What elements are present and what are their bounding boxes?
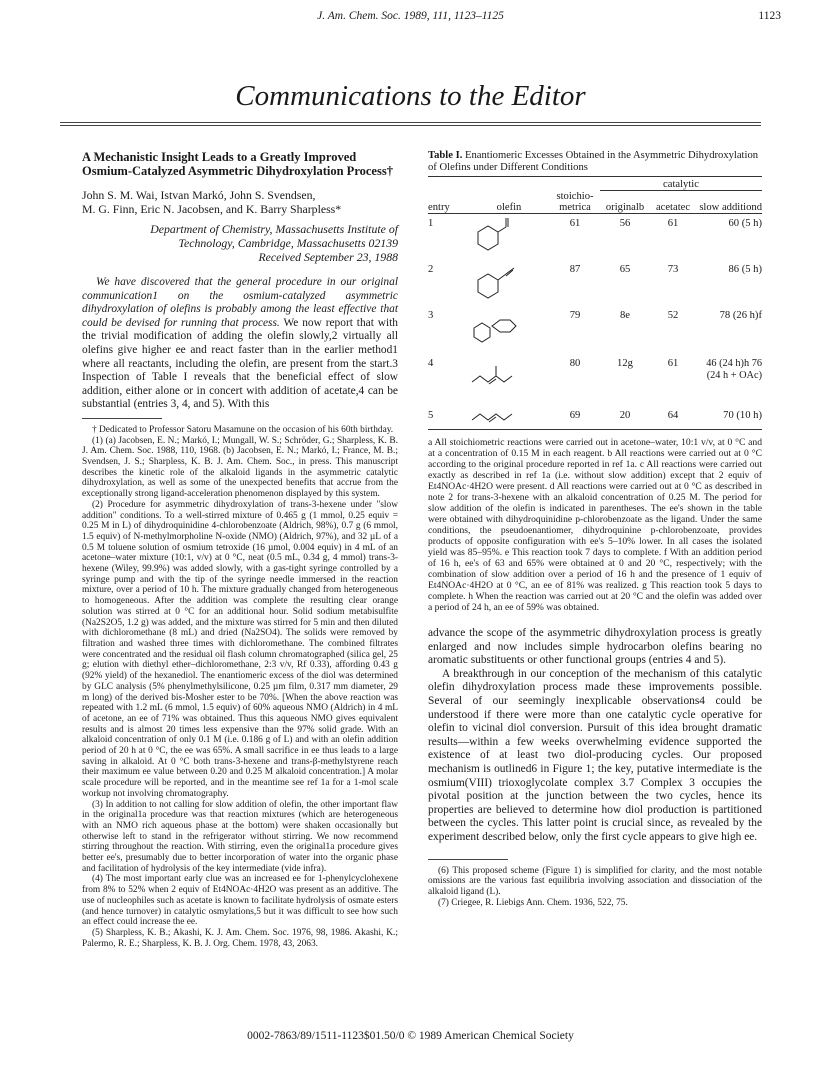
- col-original: originalb: [605, 201, 645, 213]
- olefin-structure-3: [468, 310, 550, 358]
- left-column: [82, 150, 398, 949]
- cell-slow: 70 (10 h): [723, 409, 762, 421]
- affiliation-line-2: Technology, Cambridge, Massachusetts 02139: [178, 236, 398, 250]
- col-slow: slow additiond: [699, 201, 762, 213]
- cell-stoich: 79: [569, 309, 581, 321]
- right-paragraph-2: A breakthrough in our conception of the mechanism of this catalytic olefin dihydroxylation process made these improvements possible. Several of our seemingly inexplicable observations4 could be understood if there were more than one catalytic cycle operative for olefin to vicinal diol conversion. Pursuit of this idea brought dramatic results—within a few weeks overwhelming evidence supported the existence of at least two diol-producing cycles. Our proposed mechanism is outlined6 in Figure 1; the key, putative intermediate is the osmium(VIII) trioxoglycolate complex 3.7 Complex 3 occupies the pivotal position at the junction between the two cycles, hence its properties are believed to determine how diol production is partitioned between the cycles. This latter point is crucial since, as revealed by the experiment described below, only the first cycle appears to give high ee.: [428, 667, 762, 843]
- cell-stoich: 80: [569, 357, 581, 369]
- table-row: [428, 410, 762, 430]
- header-rule-2: [60, 125, 761, 126]
- footnote-3: (3) In addition to not calling for slow addition of olefin, the other important flaw in the original1a procedure was that reaction mixtures (which are heterogeneous with an NMO rich aqueous phase at the bottom) were shaken occasionally but otherwise left to stand in the refrigerator without stirring. We now recommend stirring throughout the reaction. With stirring, even the original1a procedure gives better ee's, presumably due to better incorporation of water into the organic phase and facilitation of hydrolysis of the key intermediate (vide infra).: [82, 799, 398, 874]
- cell-acetate: 61: [667, 217, 679, 229]
- footnote-1: (1) (a) Jacobsen, E. N.; Markó, I.; Mungall, W. S.; Schröder, G.; Sharpless, K. B. J. Am. Chem. Soc. 1988, 110, 1968. (b) Jacobsen, E. N.; Markó, I.; France, M. B.; Svendsen, J. S.; Sharpless, K. B. J. Am. Chem. Soc., in press. This manuscript describes the kinetic role of the alkaloid ligands in the asymmetric catalytic dihydroxylation, as well as some of the unexpected benefits that accrue from the exceptionally strong ligand-acceleration phenomenon displayed by this system.: [82, 435, 398, 500]
- cell-entry: 2: [428, 263, 434, 275]
- cell-stoich: 87: [569, 263, 581, 275]
- footnote-dedication: † Dedicated to Professor Satoru Masamune on the occasion of his 60th birthday.: [92, 424, 394, 435]
- hexene-structure: [468, 410, 528, 424]
- cell-slow: 46 (24 h)h 76 (24 h + OAc): [706, 357, 762, 381]
- right-paragraph-1: advance the scope of the asymmetric dihydroxylation process is greatly enlarged and now includes simple hydrocarbon olefins bearing no aromatic substituents or other functional groups (entries 4 and 5).: [428, 627, 762, 667]
- cell-entry: 3: [428, 309, 434, 321]
- cell-stoich: 69: [569, 409, 581, 421]
- received-date: Received September 23, 1988: [258, 250, 398, 264]
- affiliation-line-1: Department of Chemistry, Massachusetts Institute of: [150, 222, 398, 236]
- cell-original: 56: [619, 217, 631, 229]
- footnote-rule-right: [428, 859, 508, 860]
- running-head: [0, 10, 821, 30]
- olefin-structure-1: [468, 218, 550, 264]
- olefin-structure-4: [468, 358, 550, 410]
- authors-line-1: John S. M. Wai, Istvan Markó, John S. Svendsen,: [82, 188, 316, 202]
- footnote-4: (4) The most important early clue was an increased ee for 1-phenylcyclohexene from 8% to 52% when 2 equiv of Et4NOAc·4H2O was present as an additive. The use of nucleophiles such as acetate is known to facilitate hydrolysis of osmate esters (and hence turnover) in catalytic osmylations,5 but it was difficult to see how such an effect could increase the ee.: [82, 874, 398, 928]
- page-number: 1123: [758, 10, 781, 22]
- cell-entry: 4: [428, 357, 434, 369]
- footnote-5: (5) Sharpless, K. B.; Akashi, K. J. Am. Chem. Soc. 1976, 98, 1986. Akashi, K.; Palermo, R. E.; Sharpless, K. B. J. Org. Chem. 1978, 43, 2063.: [82, 927, 398, 949]
- methylstyrene-structure: [468, 264, 518, 304]
- cell-acetate: 52: [667, 309, 679, 321]
- intro-italic: We have discovered that the general procedure in our original communication1 on the osmium-catalyzed asymmetric dihydroxylation of olefins is probably among the least effective that could be devised for running that process.: [82, 276, 398, 329]
- table-row: [428, 358, 762, 410]
- table-row: [428, 264, 762, 310]
- section-title: Communications to the Editor: [235, 80, 586, 112]
- cell-stoich: 61: [569, 217, 581, 229]
- col-stoich: stoichio-metrica: [556, 190, 594, 213]
- copyright-line: 0002-7863/89/1511-1123$01.50/0 © 1989 American Chemical Society: [247, 1030, 574, 1042]
- col-entry: entry: [428, 201, 450, 213]
- olefin-structure-5: [468, 410, 550, 430]
- phenylcyclohexene-structure: [468, 310, 528, 350]
- table-caption: [428, 150, 762, 174]
- intro-paragraph: [82, 276, 398, 412]
- footnote-2: (2) Procedure for asymmetric dihydroxylation of trans-3-hexene under "slow addition" conditions. To a well-stirred mixture of 0.465 g (1 mmol, 0.25 equiv = 0.25 M in L) of dihydroquinidine 4-chlorobenzoate (Aldrich, 98%), 0.7 g (6 mmol, 1.5 equiv) of N-methylmorpholine N-oxide (NMO) (Aldrich, 97%), and 32 µL of a 0.5 M toluene solution of osmium tetroxide (16 µmol, 0.004 equiv) in 4 mL of an acetone–water mixture (10:1, v/v) at 0 °C, neat (0.5 mL, 0.34 g, 4 mmol) trans-3-hexene (Wiley, 99.9%) was added slowly, with a gas-tight syringe controlled by a syringe pump and with the tip of the syringe needle immersed in the reaction mixture, over a period of 10 h. The mixture gradually changed from heterogeneous to homogeneous. After the addition was complete the resulting clear orange solution was stirred at 0 °C for an additional hour. Solid sodium metabisulfite (Na2S2O5, 1.2 g) was added, and the mixture was stirred for 5 min and then diluted with dichloromethane (8 mL) and dried (Na2SO4). The solids were removed by filtration and washed three times with dichloromethane. The combined filtrates were concentrated and the residual oil flash column chromatographed (silica gel, 25 g; elution with diethyl ether–dichloromethane, 2:3 v/v, Rf 0.33), affording 0.43 g (92% yield) of the hexanediol. The enantiomeric excess of the diol was determined by GLC analysis (5% phenylmethylsilicone, 0.25 µm film, 0.317 mm diameter, 29 m long) of the derived bis-Mosher ester to be 70%. [When the above reaction was repeated with 1.2 mL (6 mmol, 1.5 equiv) of 60% aqueous NMO (Aldrich) in 4 mL of acetone, an ee of 71% was obtained. Thus this aqueous NMO gives equivalent results and is almost 20 times less expensive than the 97% solid grade. With an alkaloid concentration of only 0.1 M (i.e. 0.186 g of L) and with an olefin addition period of 20 h at 0 °C, the ee was 65%. A small sacrifice in ee thus leads to a large saving in alkaloid. At 0 °C both trans-3-hexene and trans-β-methylstyrene reach their maximum ee value between 0.20 and 0.25 M alkaloid concentration.] A molar scale procedure will be reported, and in the meantime see ref 1a for a 1-mol scale workup not involving chromatography.: [82, 499, 398, 799]
- cell-original: 12g: [617, 357, 633, 369]
- cell-slow: 60 (5 h): [728, 217, 762, 229]
- header-rule: [60, 122, 761, 123]
- article-title: A Mechanistic Insight Leads to a Greatly Improved Osmium-Catalyzed Asymmetric Dihydroxylation Process†: [82, 150, 393, 178]
- authors-line-2: M. G. Finn, Eric N. Jacobsen, and K. Barry Sharpless*: [82, 202, 342, 216]
- table-row: [428, 218, 762, 264]
- cell-acetate: 64: [667, 409, 679, 421]
- intro-rest: We now report that with the trivial modification of adding the olefin slowly,2 virtually all olefins give higher ee and react faster than in the earlier method1 where all reactants, including the olefin, are present from the start.3 Inspection of Table I reveals that the beneficial effect of slow addition, either alone or in concert with addition of acetate,4 can be substantial (entries 3, 4, and 5). With this: [82, 316, 398, 411]
- journal-citation: J. Am. Chem. Soc. 1989, 111, 1123–1125: [317, 10, 504, 22]
- right-column: [428, 150, 762, 908]
- table: [428, 176, 762, 431]
- col-olefin: olefin: [496, 201, 522, 213]
- styrene-structure: [468, 218, 518, 258]
- footnotes-left: [82, 425, 398, 949]
- authors: [82, 188, 398, 216]
- olefin-structure-2: [468, 264, 550, 310]
- cell-original: 65: [619, 263, 631, 275]
- trisubstituted-olefin-structure: [468, 358, 528, 398]
- cell-original: 8e: [620, 309, 630, 321]
- table-label: Table I.: [428, 150, 463, 161]
- footnote-7: (7) Criegee, R. Liebigs Ann. Chem. 1936, 522, 75.: [438, 897, 628, 908]
- col-acetate: acetatec: [655, 201, 691, 213]
- cell-slow: 78 (26 h)f: [719, 309, 762, 321]
- cell-slow: 86 (5 h): [728, 263, 762, 275]
- cell-acetate: 73: [667, 263, 679, 275]
- table-caption-text: Enantiomeric Excesses Obtained in the Asymmetric Dihydroxylation of Olefins under Different Conditions: [428, 150, 759, 173]
- affiliation: [82, 222, 398, 264]
- table-notes: a All stoichiometric reactions were carried out in acetone–water, 10:1 v/v, at 0 °C and at a concentration of 0.15 M in each reagent. b All reactions were carried out at 0 °C according to the original procedure reported in ref 1a. c All reactions were carried out exactly as described in ref 1a (i.e. without slow addition) except that 2 equiv of Et4NOAc·4H2O were present. d All reactions were carried out at 0 °C as described in note 2 for trans-3-hexene with an alkaloid concentration of 0.25 M. The period for slow addition of the olefin is indicated in parentheses. The ee's shown in the table were obtained with dihydroquinidine p-chlorobenzoate as the ligand. Under the same conditions, the pseudoenantiomer, dihydroquinine p-chlorobenzoate, provides products of opposite configuration with ee's 5–10% lower. In all cases the isolated yield was 85–95%. e This reaction took 7 days to complete. f With an addition period of 16 h, ee's of 63 and 65% were obtained at 0 and 20 °C, respectively; with the combination of slow addition over a period of 16 h and the presence of 1 equiv of Et4NOAc·4H2O at 0 °C, an ee of 81% was realized. g This reaction took 5 days to complete. h When the reaction was carried out at 20 °C and the olefin was added over a period of 24 h, an ee of 59% was obtained.: [428, 437, 762, 613]
- table-row: [428, 310, 762, 358]
- table-group-header: catalytic: [600, 179, 762, 191]
- cell-entry: 1: [428, 217, 434, 229]
- cell-acetate: 61: [667, 357, 679, 369]
- cell-entry: 5: [428, 409, 434, 421]
- footnote-6: (6) This proposed scheme (Figure 1) is simplified for clarity, and the most notable omissions are the various fast equilibria involving association and dissociation of the alkaloid ligand (L).: [428, 865, 762, 897]
- cell-original: 20: [619, 409, 631, 421]
- footnote-rule: [82, 418, 162, 419]
